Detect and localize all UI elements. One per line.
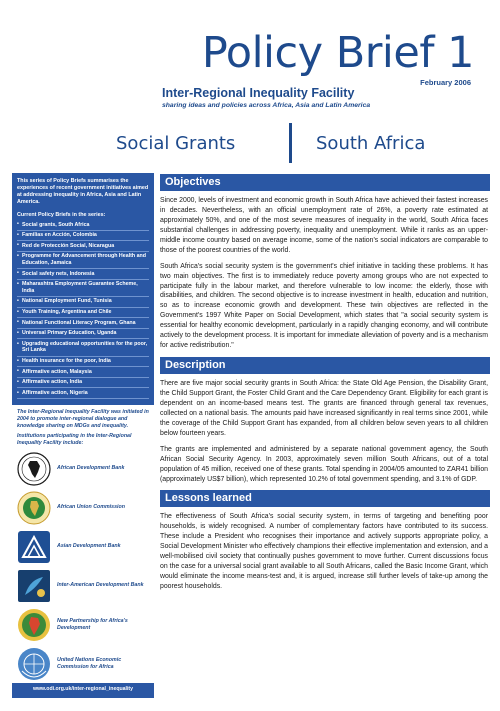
uneca-logo-icon	[17, 647, 51, 681]
series-item: • Maharashtra Employment Guarantee Scheme, India	[17, 280, 149, 297]
country-title: South Africa	[316, 133, 426, 154]
series-list-heading: Current Policy Briefs in the series:	[17, 212, 106, 219]
paragraph: Since 2000, levels of investment and economic growth in South Africa have achieved their fastest increases in decades. Nevertheless, with an official unemployment rate of 26%, a poverty rate estimated at approximately 50%, and one of the most severe measures of inequality in the world, South Africa faces substantial challenges in addressing poverty, inequality and unemployment. While it ranks as an upper-middle income country based on average income, some of the nation's social indicators are comparable to those of the poorest countries of the world.	[160, 197, 488, 254]
partner-afdb	[17, 450, 149, 487]
nepad-logo-icon	[17, 608, 51, 642]
section-heading: Lessons learned	[160, 490, 490, 507]
topic-title: Social Grants	[116, 133, 236, 154]
facility-subtitle: sharing ideas and policies across Africa, Asia and Latin America	[162, 102, 371, 109]
partner-au	[17, 489, 149, 526]
series-item: • Affirmative action, Malaysia	[17, 367, 149, 378]
section-heading: Objectives	[160, 174, 490, 191]
partner-uneca	[17, 645, 149, 682]
partner-name: Inter-American Development Bank	[57, 582, 144, 589]
partner-name: African Development Bank	[57, 465, 125, 472]
paragraph: South Africa's social security system is the government's chief initiative in tackling these problems. It has two main objectives. The first is to immediately reduce poverty among groups who are not expected to participate fully in the labour market, and therefore vulnerable to low income: the elderly, those with disabilities, and children. The second objective is to increase investment in health, education and nutrition, so as to increase economic growth and development. These twin objectives are reflected in the Government's 1997 White Paper on Social Development, which states that "a social security system is essential for healthy economic development, particularly in a rapidly changing economy, and will contribute actively to the development process. It is important for immediate alleviation of poverty and is a mechanism for active redistribution."	[160, 262, 488, 350]
website-link[interactable]: www.odi.org.uk/inter-regional_inequality	[32, 686, 134, 692]
series-item: • Universal Primary Education, Uganda	[17, 329, 149, 340]
partners-heading: Institutions participating in the Inter-Regional Inequality Facility include:	[17, 432, 132, 446]
main-column	[160, 174, 490, 598]
au-logo-icon	[17, 491, 51, 525]
paragraph: There are five major social security grants in South Africa: the State Old Age Pension, the Disability Grant, the Child Support Grant, the Foster Child Grant and the Care Dependency Grant. Eligibility for each grant is dependent on an income-based means test. The grants are financed through general tax revenues, collected on a national basis. The amounts paid have increased significantly in real terms since 2001, while the coverage of the Child Support Grant has expanded, from all children below seven years to all children below fourteen years.	[160, 380, 488, 437]
series-item: • Upgrading educational opportunities for the poor, Sri Lanka	[17, 339, 149, 356]
series-item: • Social grants, South Africa	[17, 220, 149, 231]
header	[0, 0, 500, 118]
paragraph: The effectiveness of South Africa's social security system, in terms of targeting and benefiting poor households, is widely recognised. A number of complementary factors have contributed to its success. These include a President who recognises their importance and actively supports appropriate policy, a Social Development Minister who effectively champions their effective implementation and extension, and a well-mobilised civil society that continually pushes government to move further. Current discussions focus on the case for a universal social grant available to all South Africans, called the Basic Income Grant, which would eliminate the income means-test and, it is argued, increase still further levels of take-up among the poorest households.	[160, 513, 488, 590]
section-description	[160, 357, 490, 484]
title-divider	[289, 123, 292, 163]
partner-iadb	[17, 567, 149, 604]
series-item: • Affirmative action, India	[17, 378, 149, 389]
series-item: • Social safety nets, Indonesia	[17, 269, 149, 280]
partner-name: Asian Development Bank	[57, 543, 121, 550]
partner-adb	[17, 528, 149, 565]
adb-logo-icon	[17, 530, 51, 564]
section-heading: Description	[160, 357, 490, 374]
series-item: • Familias en Acción, Colombia	[17, 231, 149, 242]
partners-panel	[12, 405, 154, 683]
partner-name: New Partnership for Africa's Development	[57, 618, 128, 631]
section-lessons	[160, 490, 490, 592]
brief-date: February 2006	[420, 78, 471, 87]
series-item: • Health insurance for the poor, India	[17, 357, 149, 368]
facility-intro: The Inter-Regional Inequality Facility was initiated in 2004 to promote inter-regional dialogue and knowledge sharing on MDGs and inequality.	[17, 409, 149, 429]
series-item: • Affirmative action, Nigeria	[17, 388, 149, 399]
series-item: • National Functional Literacy Program, Ghana	[17, 318, 149, 329]
sidebar	[12, 173, 154, 698]
facility-name: Inter-Regional Inequality Facility	[162, 86, 355, 100]
section-objectives	[160, 174, 490, 351]
brief-title: Policy Brief 1	[201, 28, 474, 78]
partner-name: African Union Commission	[57, 504, 125, 511]
partner-nepad	[17, 606, 149, 643]
partner-name: United Nations Economic Commission for Africa	[57, 657, 122, 670]
series-intro: This series of Policy Briefs summarises the experiences of recent government initiatives aimed at addressing inequality in Africa, Asia and Latin America.	[17, 178, 149, 206]
paragraph: The grants are implemented and administered by a separate national government agency, the South African Social Security Agency. In 2003, approximately seven million South Africans, out of a total population of 45 million, received one of these grants. Total spending in 2004/05 amounted to ZAR41 billion (approximately US$7 billion), which represented 10.2% of total government spending, and 3.1% of GDP.	[160, 445, 488, 483]
series-item: • National Employment Fund, Tunisia	[17, 297, 149, 308]
series-item: • Youth Training, Argentina and Chile	[17, 308, 149, 319]
series-item: • Programme for Advancement through Health and Education, Jamaica	[17, 252, 149, 269]
series-item: • Red de Protección Social, Nicaragua	[17, 241, 149, 252]
iadb-logo-icon	[17, 569, 51, 603]
afdb-logo-icon	[17, 452, 51, 486]
series-list	[17, 220, 149, 399]
